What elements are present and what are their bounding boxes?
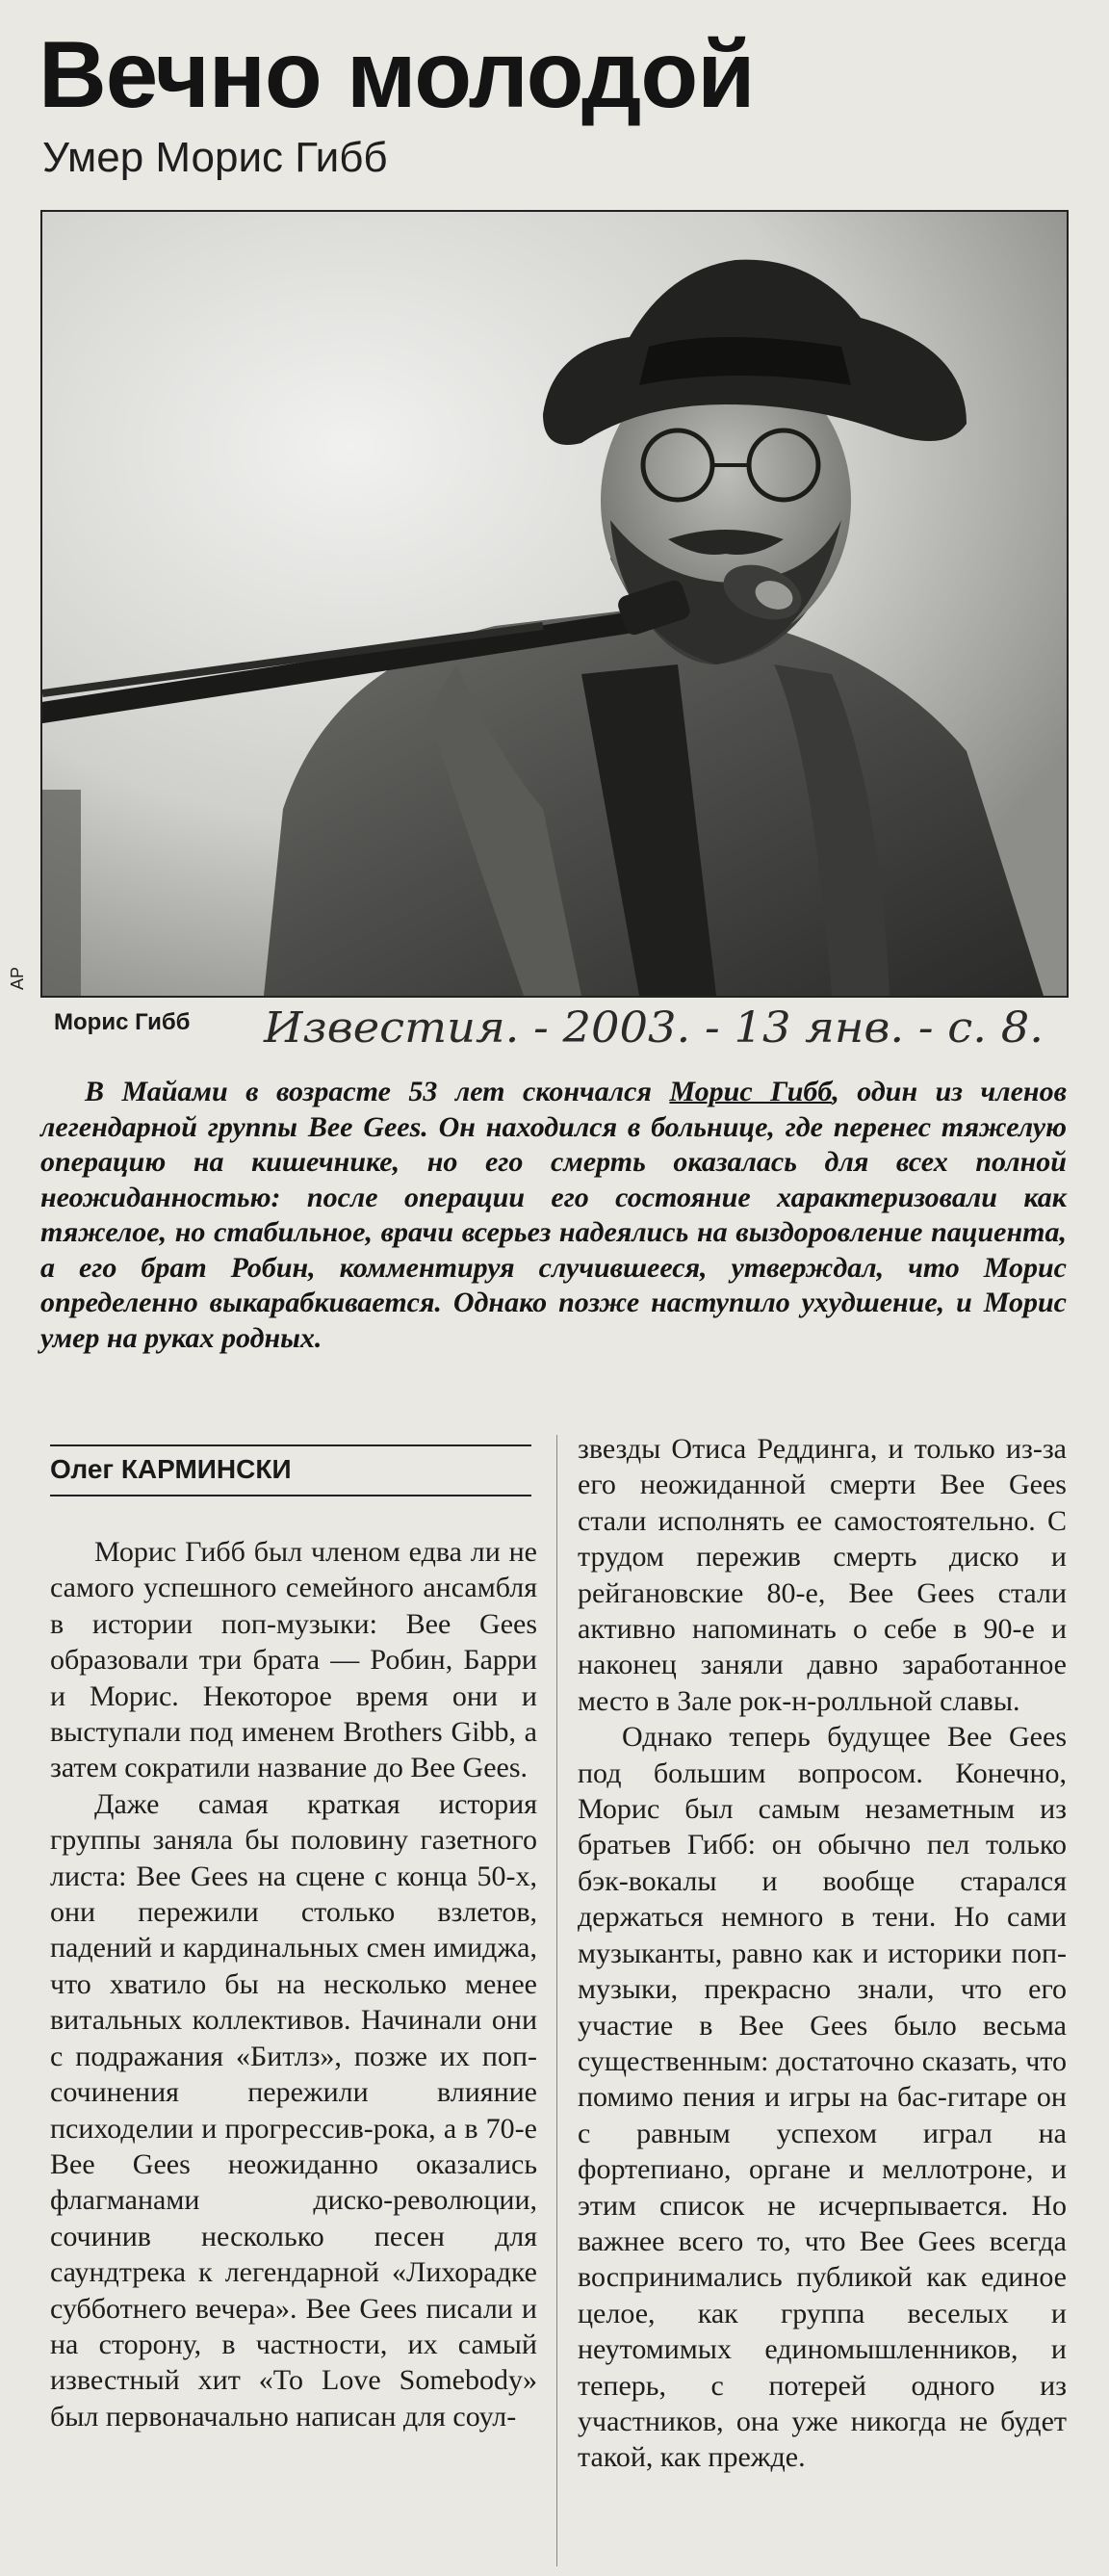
lead-name: Морис Гибб <box>669 1076 833 1107</box>
lead-paragraph <box>40 1075 1067 1356</box>
body-paragraph: Даже самая краткая история группы заняла бы половину газетного листа: Bee Gees на сцене с конца 50-х, они пережили столько взлетов, падений и кардинальных смен имиджа, что хватило бы на несколько менее витальных коллективов. Начинали они с подражания «Битлз», позже их поп-сочинения пережили влияние психоделии и прогрессив-рока, а в 70-е Bee Gees неожиданно оказались флагманами диско-революции, сочинив несколько песен для саундтрека к легендарной «Лихорадке субботнего вечера». Bee Gees писали и на сторону, в частности, их самый известный хит «To Love Somebody» был первоначально написан для соул- <box>50 1787 537 2433</box>
headline: Вечно молодой <box>39 21 755 127</box>
body-paragraph: Однако теперь будущее Bee Gees под большим вопросом. Конечно, Морис был самым незаметным из братьев Гибб: он обычно пел только бэк-вокалы и вообще старался держаться немного в тени. Но сами музыканты, равно как и историки поп-музыки, прекрасно знали, что его участие в Bee Gees было весьма существенным: достаточно сказать, что помимо пения и игры на бас-гитаре он с равным успехом играл на фортепиано, органе и меллотроне, и этим список не исчерпывается. Но важнее всего то, что Bee Gees всегда воспринимались публикой как единое целое, как группа веселых и неутомимых единомышленников, и теперь, с потерей одного из участников, она уже никогда не будет такой, как прежде. <box>578 1721 1067 2474</box>
body-paragraph: Морис Гибб был членом едва ли не самого успешного семейного ансамбля в истории поп-музыки: Bee Gees образовали три брата — Робин, Барри и Морис. Некоторое время они и выступали под именем Brothers Gibb, а затем сократили название до Bee Gees. <box>50 1536 537 1784</box>
photo-credit: AP <box>8 966 27 990</box>
handwritten-annotation <box>260 992 1059 1061</box>
subheadline: Умер Морис Гибб <box>42 134 388 181</box>
left-column <box>50 1534 537 2434</box>
article-photo <box>40 210 1069 998</box>
right-column <box>578 1431 1067 2476</box>
byline: Олег КАРМИНСКИ <box>50 1454 292 1484</box>
handwritten-text: Известия. - 2003. - 13 янв. - с. 8. <box>262 1003 1044 1053</box>
column-divider <box>556 1435 557 2566</box>
lead-text-start: В Майами в возрасте 53 лет скончался <box>85 1076 670 1107</box>
byline-rule-top <box>50 1444 531 1446</box>
lead-text-end: , один из членов легендарной группы Bee Gees. Он находился в больнице, где перенес тяжелую операцию на кишечнике, но его смерть оказалась для всех полной неожиданностью: после операции его состояние характеризовали как тяжелое, но стабильное, врачи всерьез надеялись на выздоровление пациента, а его брат Робин, комментируя случившееся, утверждал, что Морис определенно выкарабкивается. Однако позже наступило ухудшение, и Морис умер на руках родных. <box>40 1076 1067 1354</box>
byline-rule-bottom <box>50 1495 531 1496</box>
photo-caption: Морис Гибб <box>54 1009 191 1035</box>
body-paragraph: звезды Отиса Реддинга, и только из-за его неожиданной смерти Bee Gees стали исполнять ее самостоятельно. С трудом пережив смерть диско и рейгановские 80-е, Bee Gees стали активно напоминать о себе в 90-е и наконец заняли давно заработанное место в Зале рок-н-ролльной славы. <box>578 1433 1067 1717</box>
